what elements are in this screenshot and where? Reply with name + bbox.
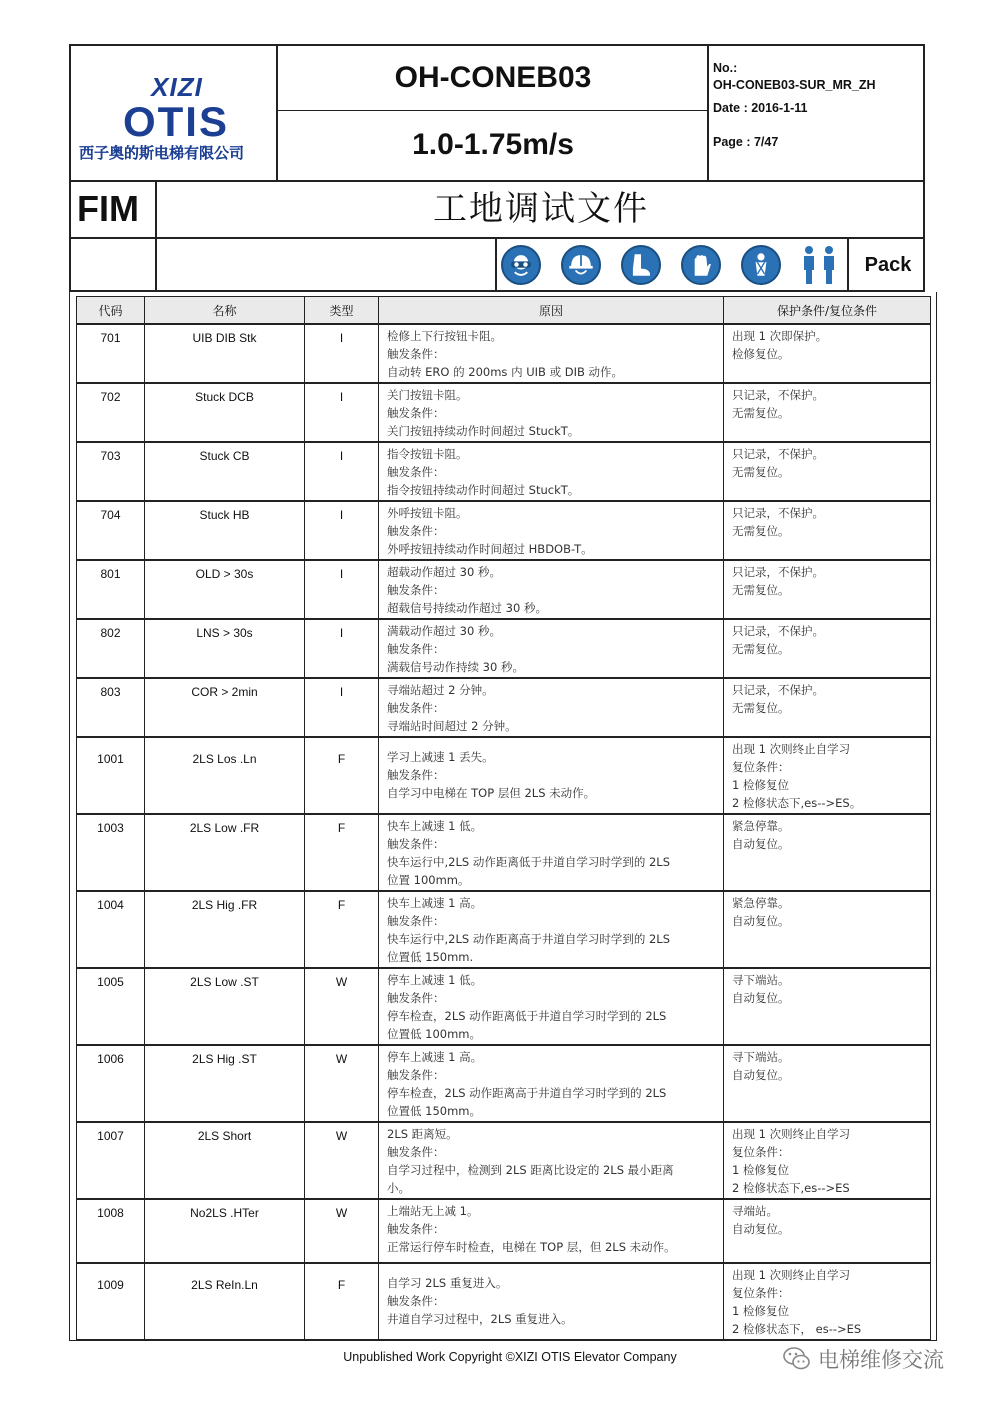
cause-line: 触发条件： [387,583,445,597]
protection-line: 寻下端站。 [732,973,790,987]
fault-code-cell: 803 [77,678,145,737]
safety-boot-icon [621,245,661,285]
fault-name-cell: 2LS Low .FR [145,814,305,891]
document-header [69,44,925,292]
protection-line: 检修复位。 [732,347,790,361]
fault-name-cell: 2LS ReIn.Ln [145,1263,305,1340]
protection-cell [724,560,931,619]
protection-cell [724,324,931,383]
cause-line: 超载信号持续动作超过 30 秒。 [387,601,547,615]
cause-line: 超载动作超过 30 秒。 [387,565,501,579]
speed-range: 1.0-1.75m/s [412,128,574,161]
table-row [77,501,931,560]
fault-code-cell: 1008 [77,1199,145,1263]
fault-name-cell: 2LS Low .ST [145,968,305,1045]
two-persons-icon [797,244,841,286]
protection-line: 只记录，不保护。 [732,506,824,520]
cause-line: 快车运行中,2LS 动作距离高于井道自学习时学到的 2LS [387,932,671,946]
fault-cause-cell [379,968,724,1045]
table-row [77,560,931,619]
protection-cell [724,1263,931,1340]
table-body [77,324,931,1340]
cause-line: 关门按钮卡阻。 [387,388,468,402]
cause-line: 停车上减速 1 低。 [387,973,483,987]
header-divider [278,110,707,111]
protection-line: 自动复位。 [732,914,790,928]
protection-line: 出现 1 次则终止自学习 [732,742,851,756]
cause-line: 位置低 100mm。 [387,1027,482,1041]
fault-type-cell: F [305,814,379,891]
cause-line: 触发条件： [387,837,445,851]
fault-cause-cell [379,678,724,737]
fault-type-cell: I [305,560,379,619]
cause-line: 寻端站时间超过 2 分钟。 [387,719,517,733]
fault-cause-cell [379,814,724,891]
cause-line: 位置低 150mm. [387,950,474,964]
fault-cause-cell [379,501,724,560]
fault-code-cell: 1005 [77,968,145,1045]
cause-line: 自动转 ERO 的 200ms 内 UIB 或 DIB 动作。 [387,365,624,379]
fault-type-cell: I [305,324,379,383]
fault-type-cell: F [305,737,379,814]
cause-line: 自学习过程中，检测到 2LS 距离比设定的 2LS 最小距离 [387,1163,674,1177]
wechat-watermark [782,1342,944,1376]
protection-line: 只记录，不保护。 [732,388,824,402]
column-header-type: 类型 [305,297,379,325]
fault-name-cell: 2LS Hig .ST [145,1045,305,1122]
cause-line: 正常运行停车时检查，电梯在 TOP 层，但 2LS 未动作。 [387,1240,676,1254]
table-row [77,891,931,968]
cause-line: 满载动作超过 30 秒。 [387,624,501,638]
cause-line: 指令按钮卡阻。 [387,447,468,461]
protection-line: 出现 1 次即保护。 [732,329,828,343]
protection-line: 复位条件： [732,1145,790,1159]
harness-icon [741,245,781,285]
watermark-text: 电梯维修交流 [818,1348,944,1372]
helmet-icon [561,245,601,285]
cause-line: 学习上减速 1 丢失。 [387,750,494,764]
table-row [77,1045,931,1122]
table-row [77,383,931,442]
fault-name-cell: 2LS Short [145,1122,305,1199]
cause-line: 触发条件： [387,406,445,420]
cause-line: 触发条件： [387,1145,445,1159]
cause-line: 上端站无上减 1。 [387,1204,479,1218]
protection-line: 寻端站。 [732,1204,778,1218]
fault-type-cell: F [305,891,379,968]
protection-cell [724,737,931,814]
table-row [77,1199,931,1263]
table-row [77,814,931,891]
table-row [77,1122,931,1199]
protection-cell [724,814,931,891]
protection-line: 自动复位。 [732,991,790,1005]
doc-number-label: No.: [713,61,738,75]
table-row [77,737,931,814]
protection-cell [724,678,931,737]
cause-line: 小。 [387,1181,410,1195]
fim-label: FIM [77,188,139,229]
column-header-code: 代码 [77,297,145,325]
cause-line: 外呼按钮持续动作时间超过 HBDOB-T。 [387,542,593,556]
protection-line: 只记录，不保护。 [732,447,824,461]
protection-line: 出现 1 次则终止自学习 [732,1127,851,1141]
protection-line: 2 检修状态下， es-->ES [732,1322,862,1336]
fault-name-cell: OLD > 30s [145,560,305,619]
fault-code-cell: 1003 [77,814,145,891]
column-header-name: 名称 [145,297,305,325]
goggles-icon [501,245,541,285]
cause-line: 触发条件： [387,991,445,1005]
protection-line: 2 检修状态下,es-->ES [732,1181,850,1195]
cause-line: 井道自学习过程中，2LS 重复进入。 [387,1312,573,1326]
fault-name-cell: 2LS Hig .FR [145,891,305,968]
pack-label: Pack [864,254,912,276]
fault-name-cell: Stuck HB [145,501,305,560]
fault-cause-cell [379,324,724,383]
fault-cause-cell [379,1263,724,1340]
protection-line: 只记录，不保护。 [732,624,824,638]
cause-line: 关门按钮持续动作时间超过 StuckT。 [387,424,580,438]
document-title: 工地调试文件 [433,189,649,229]
fault-code-cell: 802 [77,619,145,678]
page-frame-left [69,292,70,1341]
company-logo [71,46,277,180]
fault-cause-cell [379,619,724,678]
fault-cause-cell [379,1045,724,1122]
cause-line: 触发条件： [387,701,445,715]
protection-line: 紧急停靠。 [732,896,790,910]
cause-line: 快车上减速 1 低。 [387,819,483,833]
table-row [77,968,931,1045]
cause-line: 触发条件： [387,642,445,656]
cause-line: 触发条件： [387,524,445,538]
table-header-row [77,297,931,325]
table-row [77,1263,931,1340]
fault-type-cell: W [305,1045,379,1122]
fault-code-cell: 1007 [77,1122,145,1199]
fault-type-cell: W [305,968,379,1045]
fault-cause-cell [379,737,724,814]
protection-line: 紧急停靠。 [732,819,790,833]
cause-line: 触发条件： [387,914,445,928]
cause-line: 位置 100mm。 [387,873,470,887]
protection-line: 无需复位。 [732,701,790,715]
fault-type-cell: I [305,442,379,501]
cause-line: 自学习 2LS 重复进入。 [387,1276,508,1290]
protection-cell [724,383,931,442]
fault-cause-cell [379,891,724,968]
column-header-cause: 原因 [379,297,724,325]
header-divider [495,239,497,290]
column-header-protection: 保护条件/复位条件 [724,297,931,325]
header-divider [847,239,849,290]
cause-line: 指令按钮持续动作时间超过 StuckT。 [387,483,580,497]
cause-line: 停车检查，2LS 动作距离低于井道自学习时学到的 2LS [387,1009,667,1023]
fault-type-cell: W [305,1199,379,1263]
fault-code-cell: 701 [77,324,145,383]
logo-brand-main: OTIS [122,98,229,145]
header-divider [71,237,923,239]
fault-name-cell: No2LS .HTer [145,1199,305,1263]
fault-code-cell: 801 [77,560,145,619]
protection-line: 无需复位。 [732,406,790,420]
fault-name-cell: Stuck DCB [145,383,305,442]
cause-line: 触发条件： [387,347,445,361]
protection-line: 复位条件： [732,760,790,774]
protection-line: 只记录，不保护。 [732,565,824,579]
fault-type-cell: I [305,383,379,442]
logo-brand-top: XIZI [151,72,203,102]
copyright-notice: Unpublished Work Copyright ©XIZI OTIS Elevator Company [343,1350,677,1364]
cause-line: 停车上减速 1 高。 [387,1050,483,1064]
fault-code-cell: 703 [77,442,145,501]
doc-date: Date : 2016-1-11 [713,101,808,115]
fault-type-cell: F [305,1263,379,1340]
cause-line: 触发条件： [387,768,445,782]
protection-line: 1 检修复位 [732,778,789,792]
cause-line: 触发条件： [387,1294,445,1308]
protection-line: 自动复位。 [732,1222,790,1236]
cause-line: 寻端站超过 2 分钟。 [387,683,494,697]
protection-line: 复位条件： [732,1286,790,1300]
protection-line: 自动复位。 [732,837,790,851]
fault-code-cell: 1004 [77,891,145,968]
fault-type-cell: W [305,1122,379,1199]
cause-line: 触发条件： [387,465,445,479]
doc-number: OH-CONEB03-SUR_MR_ZH [713,78,876,92]
protection-line: 无需复位。 [732,583,790,597]
protection-cell [724,442,931,501]
cause-line: 停车检查，2LS 动作距离高于井道自学习时学到的 2LS [387,1086,667,1100]
cause-line: 2LS 距离短。 [387,1127,458,1141]
cause-line: 外呼按钮卡阻。 [387,506,468,520]
table-row [77,442,931,501]
fault-cause-cell [379,442,724,501]
protection-line: 2 检修状态下,es-->ES。 [732,796,862,810]
cause-line: 快车运行中,2LS 动作距离低于井道自学习时学到的 2LS [387,855,671,869]
fault-cause-cell [379,1122,724,1199]
fault-type-cell: I [305,678,379,737]
page-number: Page : 7/47 [713,135,779,149]
protection-cell [724,1199,931,1263]
model-number: OH-CONEB03 [394,61,592,94]
fault-name-cell: 2LS Los .Ln [145,737,305,814]
fault-code-cell: 1009 [77,1263,145,1340]
table-row [77,619,931,678]
cause-line: 触发条件： [387,1222,445,1236]
cause-line: 检修上下行按钮卡阻。 [387,329,502,343]
cause-line: 触发条件： [387,1068,445,1082]
protection-line: 无需复位。 [732,465,790,479]
protection-cell [724,1122,931,1199]
cause-line: 快车上减速 1 高。 [387,896,483,910]
cause-line: 满载信号动作持续 30 秒。 [387,660,524,674]
protection-cell [724,968,931,1045]
fault-cause-cell [379,560,724,619]
protection-line: 寻下端站。 [732,1050,790,1064]
fault-name-cell: LNS > 30s [145,619,305,678]
table-row [77,678,931,737]
cause-line: 自学习中电梯在 TOP 层但 2LS 未动作。 [387,786,596,800]
protection-cell [724,619,931,678]
fault-code-table [76,296,930,1341]
chat-bubble-icon [782,1344,812,1374]
page-bottom-rule [69,1340,937,1341]
protection-line: 1 检修复位 [732,1304,789,1318]
glove-icon [681,245,721,285]
protection-line: 无需复位。 [732,642,790,656]
fault-name-cell: Stuck CB [145,442,305,501]
fault-code-cell: 704 [77,501,145,560]
fault-name-cell: UIB DIB Stk [145,324,305,383]
protection-line: 出现 1 次则终止自学习 [732,1268,851,1282]
document-meta [713,60,921,151]
fault-code-cell: 1001 [77,737,145,814]
fault-name-cell: COR > 2min [145,678,305,737]
protection-cell [724,501,931,560]
logo-company-name: 西子奥的斯电梯有限公司 [79,144,245,162]
cause-line: 位置低 150mm。 [387,1104,482,1118]
protection-line: 无需复位。 [732,524,790,538]
fault-type-cell: I [305,501,379,560]
protection-line: 只记录，不保护。 [732,683,824,697]
fault-code-cell: 702 [77,383,145,442]
protection-line: 1 检修复位 [732,1163,789,1177]
protection-cell [724,1045,931,1122]
page-frame-right [936,292,937,1341]
protection-line: 自动复位。 [732,1068,790,1082]
table-row [77,324,931,383]
fault-cause-cell [379,1199,724,1263]
fault-type-cell: I [305,619,379,678]
fault-cause-cell [379,383,724,442]
protection-cell [724,891,931,968]
fault-code-cell: 1006 [77,1045,145,1122]
